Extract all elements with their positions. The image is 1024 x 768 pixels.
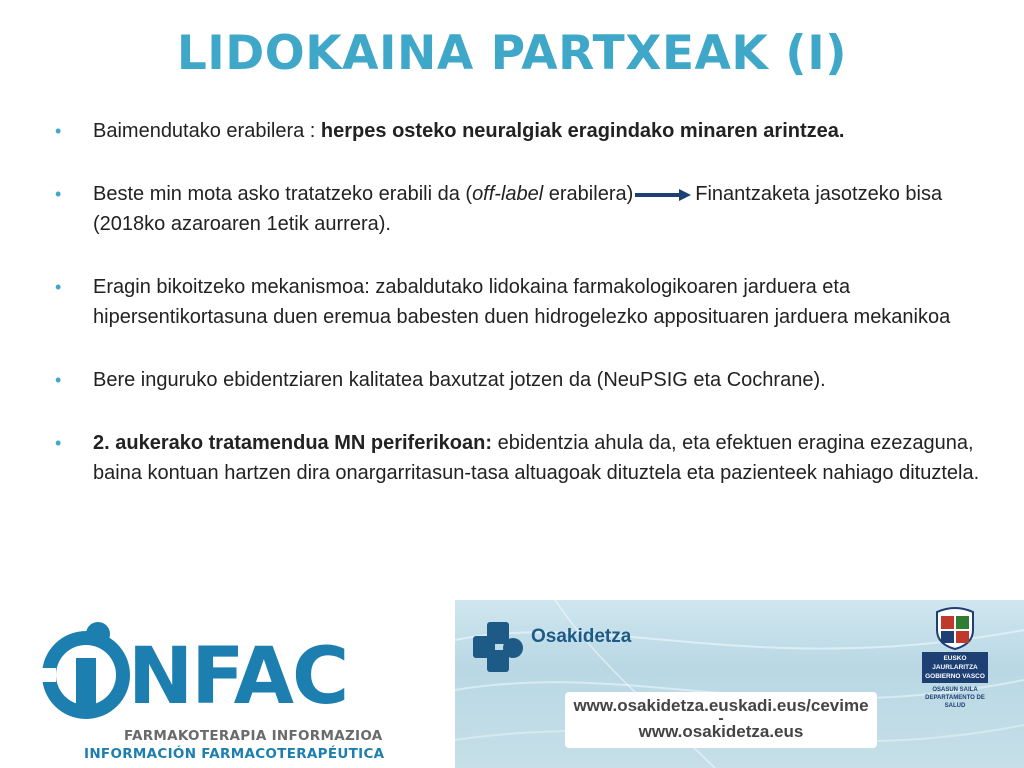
bullet-text: erabilera) xyxy=(543,183,634,205)
url-box xyxy=(565,692,877,748)
url-separator: - xyxy=(718,710,724,727)
osakidetza-url[interactable]: www.osakidetza.eus xyxy=(638,722,804,741)
bullet-text: Beste min mota asko tratatzeko erabili da ( xyxy=(93,183,473,205)
bullet-item xyxy=(52,428,982,488)
bullet-dot-icon: • xyxy=(55,370,62,390)
bullet-text: off-label xyxy=(472,183,544,205)
basque-government-logo xyxy=(915,606,995,736)
bullet-text: 2. aukerako tratamendua MN periferikoan: xyxy=(93,432,493,454)
infac-logo xyxy=(40,610,385,760)
footer xyxy=(0,600,1024,768)
osakidetza-name: Osakidetza xyxy=(531,626,632,647)
bullet-item xyxy=(52,116,982,146)
bullet-item xyxy=(52,365,982,395)
bullet-text: Finantzaketa jasotzeko bisa (2018ko azaroaren 1etik aurrera). xyxy=(93,183,943,235)
bullet-item xyxy=(52,179,982,239)
bullet-text: herpes osteko neuralgiak eragindako minaren arintzea. xyxy=(320,120,845,142)
infac-subtitle-eu: FARMAKOTERAPIA INFORMAZIOA xyxy=(124,728,383,744)
infac-subtitle-es: INFORMACIÓN FARMACOTERAPÉUTICA xyxy=(84,746,385,762)
bullet-dot-icon: • xyxy=(55,433,62,453)
bullet-item xyxy=(52,272,982,332)
department-label xyxy=(915,686,995,710)
gov-name-eu: EUSKO JAURLARITZA xyxy=(932,655,978,671)
bullet-text: ebidentzia ahula da, eta efektuen eragina ezezaguna, baina kontuan hartzen dira onargarritasun-tasa altuagoak dituztela eta pazienteek nahiago dituztela. xyxy=(93,432,980,484)
osakidetza-icon xyxy=(473,622,525,674)
infac-i-icon xyxy=(40,620,132,730)
department-eu: OSASUN SAILA xyxy=(932,687,978,693)
bullet-text: Eragin bikoitzeko mekanismoa: zabaldutako lidokaina farmakologikoaren jarduera eta hipersentikortasuna duen eremua babesten duen hidrogelezko apposituaren jarduera mekanikoa xyxy=(93,276,951,328)
bullet-dot-icon: • xyxy=(55,121,62,141)
government-plate xyxy=(922,652,988,683)
osakidetza-band xyxy=(455,600,1024,768)
coat-of-arms-icon xyxy=(931,606,979,650)
slide-title: LIDOKAINA PARTXEAK (I) xyxy=(176,26,848,81)
infac-wordmark: NFAC xyxy=(128,632,348,722)
right-arrow-icon xyxy=(635,189,691,201)
bullet-dot-icon: • xyxy=(55,184,62,204)
bullet-text: Bere inguruko ebidentziaren kalitatea baxutzat jotzen da (NeuPSIG eta Cochrane). xyxy=(93,369,826,391)
bullet-list xyxy=(52,116,982,521)
gov-name-es: GOBIERNO VASCO xyxy=(925,673,985,680)
cevime-url[interactable]: www.osakidetza.euskadi.eus/cevime xyxy=(573,696,869,715)
bullet-text: Baimendutako erabilera : xyxy=(93,120,321,142)
bullet-dot-icon: • xyxy=(55,277,62,297)
department-es: DEPARTAMENTO DE SALUD xyxy=(925,695,985,709)
